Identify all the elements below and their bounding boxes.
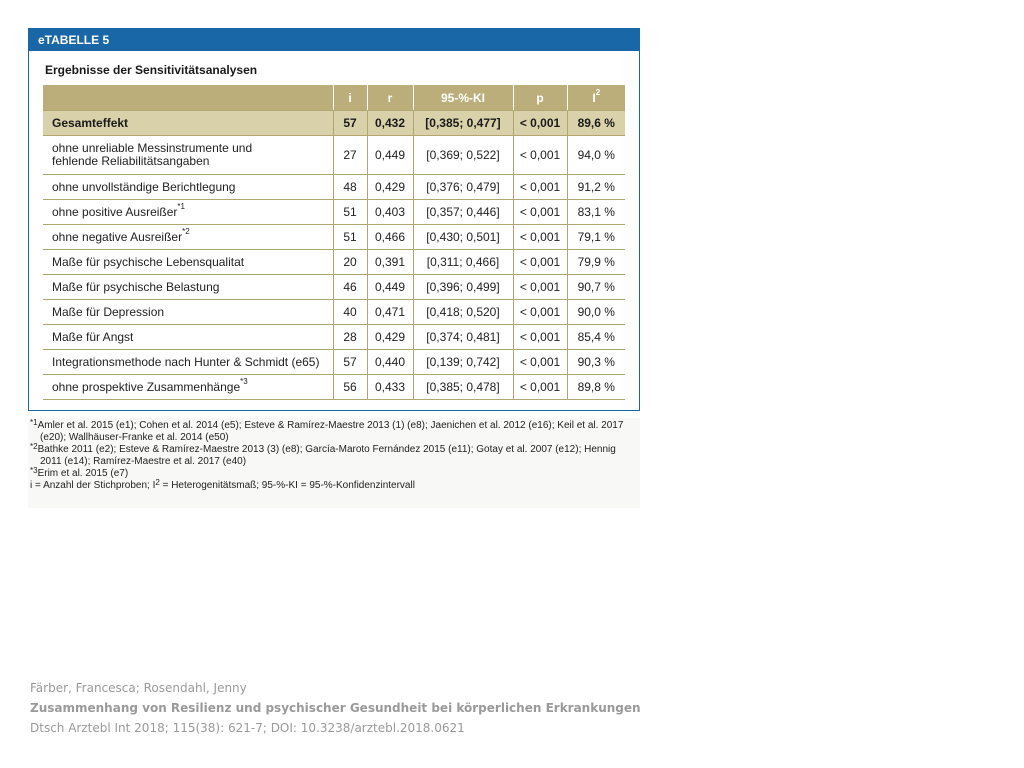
cell-i2: 94,0 % [567,136,625,175]
table-row [43,375,625,400]
cell-i2: 89,8 % [567,375,625,400]
citation-authors: Färber, Francesca; Rosendahl, Jenny [30,681,247,695]
cell-ki: [0,430; 0,501] [413,225,513,250]
header-r: r [367,85,413,111]
header-i2: $I^2$ [567,85,625,111]
row-label: Maße für Angst [43,325,333,350]
cell-i: 56 [333,375,367,400]
row-label: Maße für psychische Lebensqualitat [43,250,333,275]
table-row [43,275,625,300]
row-label: ohne positive Ausreißer$^{*1}$ [43,200,333,225]
cell-ki: [0,418; 0,520] [413,300,513,325]
citation [30,678,641,738]
table-subtitle: Ergebnisse der Sensitivitätsanalysen [45,63,258,77]
cell-p: < 0,001 [513,300,567,325]
table-row [43,325,625,350]
table-row [43,136,625,175]
footnote-2-cont: 2011 (e14); Ramírez-Maestre et al. 2017 (e40) [40,456,247,467]
etable-box [28,28,640,411]
footnote-legend: i = Anzahl der Stichproben; $I^2$ = Heterogenitätsmaß; 95-%-KI = 95-%-Konfidenzintervall [30,478,415,491]
header-p: p [513,85,567,111]
row-label: ohne prospektive Zusammenhänge$^{*3}$ [43,375,333,400]
cell-ki: [0,385; 0,477] [413,111,513,136]
header-label [43,85,333,111]
cell-i2: 79,9 % [567,250,625,275]
cell-i: 51 [333,200,367,225]
row-label: ohne unreliable Messinstrumente und fehlende Reliabilitätsangaben [43,136,333,175]
cell-i: 51 [333,225,367,250]
cell-r: 0,429 [367,325,413,350]
footnote-1-cont: (e20); Wallhäuser-Franke et al. 2014 (e50) [40,432,229,443]
cell-p: < 0,001 [513,375,567,400]
cell-r: 0,449 [367,275,413,300]
cell-i2: 85,4 % [567,325,625,350]
header-i: i [333,85,367,111]
table-header-row [43,85,625,111]
row-label: ohne negative Ausreißer$^{*2}$ [43,225,333,250]
cell-i2: 91,2 % [567,175,625,200]
footnote-3: $^{*3}$Erim et al. 2015 (e7) [30,466,129,479]
cell-i: 28 [333,325,367,350]
header-ki: 95-%-KI [413,85,513,111]
citation-source: Dtsch Arztebl Int 2018; 115(38): 621-7; DOI: 10.3238/arztebl.2018.0621 [30,721,465,735]
sensitivity-table [43,85,625,400]
row-label: Gesamteffekt [43,111,333,136]
cell-i: 40 [333,300,367,325]
cell-r: 0,403 [367,200,413,225]
cell-ki: [0,396; 0,499] [413,275,513,300]
cell-p: < 0,001 [513,175,567,200]
cell-p: < 0,001 [513,200,567,225]
citation-title: Zusammenhang von Resilienz und psychischer Gesundheit bei körperlichen Erkrankungen [30,701,641,715]
cell-i: 57 [333,350,367,375]
cell-ki: [0,369; 0,522] [413,136,513,175]
cell-r: 0,391 [367,250,413,275]
row-label: Integrationsmethode nach Hunter & Schmidt (e65) [43,350,333,375]
cell-i: 48 [333,175,367,200]
footnote-2: $^{*2}$Bathke 2011 (e2); Esteve & Ramírez-Maestre 2013 (3) (e8); García-Maroto Fernández 2015 (e11); Gotay et al. 2007 (e12); Hennig [30,442,616,455]
table-row [43,225,625,250]
etable-header: eTABELLE 5 [29,29,639,51]
footnote-1: $^{*1}$Amler et al. 2015 (e1); Cohen et al. 2014 (e5); Esteve & Ramírez-Maestre 2013 (1) (e8); Jaenichen et al. 2012 (e16); Keil et al. 2017 [30,418,624,431]
cell-p: < 0,001 [513,136,567,175]
cell-p: < 0,001 [513,350,567,375]
table-row [43,350,625,375]
cell-p: < 0,001 [513,325,567,350]
cell-ki: [0,357; 0,446] [413,200,513,225]
table-row [43,250,625,275]
cell-i2: 89,6 % [567,111,625,136]
cell-i: 27 [333,136,367,175]
cell-p: < 0,001 [513,275,567,300]
row-label: Maße für Depression [43,300,333,325]
cell-r: 0,433 [367,375,413,400]
cell-i2: 79,1 % [567,225,625,250]
table-row [43,175,625,200]
cell-ki: [0,374; 0,481] [413,325,513,350]
cell-ki: [0,139; 0,742] [413,350,513,375]
cell-i: 46 [333,275,367,300]
table-row [43,200,625,225]
table-row [43,111,625,136]
row-label: ohne unvollständige Berichtlegung [43,175,333,200]
cell-i2: 90,7 % [567,275,625,300]
cell-ki: [0,385; 0,478] [413,375,513,400]
cell-p: < 0,001 [513,250,567,275]
cell-i2: 90,3 % [567,350,625,375]
row-label: Maße für psychische Belastung [43,275,333,300]
cell-r: 0,449 [367,136,413,175]
cell-r: 0,432 [367,111,413,136]
cell-r: 0,440 [367,350,413,375]
cell-i: 20 [333,250,367,275]
cell-r: 0,429 [367,175,413,200]
cell-ki: [0,311; 0,466] [413,250,513,275]
cell-p: < 0,001 [513,111,567,136]
cell-r: 0,466 [367,225,413,250]
cell-i: 57 [333,111,367,136]
cell-i2: 83,1 % [567,200,625,225]
table-row [43,300,625,325]
cell-i2: 90,0 % [567,300,625,325]
cell-p: < 0,001 [513,225,567,250]
cell-ki: [0,376; 0,479] [413,175,513,200]
cell-r: 0,471 [367,300,413,325]
footnotes [28,418,640,508]
